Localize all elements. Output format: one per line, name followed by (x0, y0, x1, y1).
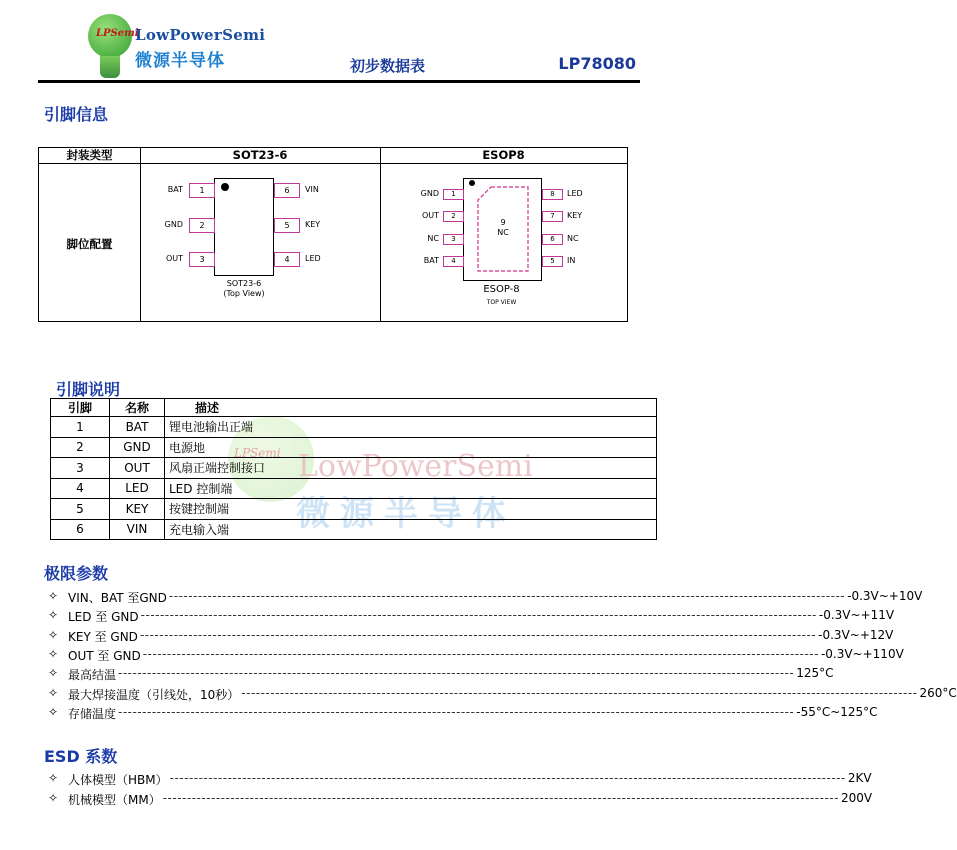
pin-number: 4 (443, 256, 464, 267)
sot-package-body (214, 178, 274, 276)
leader-dots: -------------------------------------------------------------------------------------------------------------------------------------------- (139, 627, 817, 642)
rating-value: -55°C~125°C (796, 704, 878, 719)
rating-row (48, 589, 923, 605)
rating-name: 人体模型（HBM） (68, 773, 168, 787)
rating-row (48, 608, 895, 625)
rating-row (48, 646, 904, 663)
pin1-dot-icon (469, 180, 475, 186)
bullet-icon: ✧ (48, 608, 59, 623)
pin-number: 4 (274, 252, 300, 267)
rating-value: 2KV (847, 771, 872, 785)
pad-number: 9 (500, 218, 506, 227)
leader-dots: -------------------------------------------------------------------------------------------------------------------------------------------- (118, 666, 795, 681)
pin-name-cell: GND (110, 437, 165, 458)
logo-bulb-base (100, 56, 120, 78)
rating-name: 最大焊接温度（引线处，10秒） (68, 687, 240, 702)
leader-dots: -------------------------------------------------------------------------------------------------------------------------------------------- (169, 771, 846, 785)
leader-dots: -------------------------------------------------------------------------------------------------------------------------------------------- (140, 608, 817, 623)
pin-label: GND (164, 220, 183, 229)
section-pin-desc: 引脚说明 (56, 380, 121, 399)
pin-desc-cell: 锂电池输出正端 (165, 417, 657, 438)
rating-name: VIN、BAT 至GND (68, 591, 167, 605)
pin-label: NC (427, 234, 439, 243)
pin-number-cell: 3 (51, 458, 110, 479)
table-row (51, 478, 657, 499)
leader-dots: -------------------------------------------------------------------------------------------------------------------------------------------- (142, 646, 819, 661)
rating-value: 200V (840, 791, 873, 805)
logo-text-cn: 微源半导体 (135, 51, 225, 71)
pin-desc-cell: 充电输入端 (165, 519, 657, 540)
esop-header: ESOP8 (380, 148, 627, 164)
bullet-icon: ✧ (48, 704, 59, 719)
pin-number: 1 (443, 189, 464, 200)
section-pin-info: 引脚信息 (44, 105, 109, 124)
leader-dots: -------------------------------------------------------------------------------------------------------------------------------------------- (118, 704, 795, 719)
pin-label: NC (567, 234, 579, 243)
table-row (51, 458, 657, 479)
pin-number: 6 (542, 234, 563, 245)
pin-number-cell: 5 (51, 499, 110, 520)
pin1-dot-icon (221, 183, 229, 191)
watermark-cn: 微源半导体 (296, 494, 516, 534)
rating-row (48, 771, 872, 787)
pin-name-cell: OUT (110, 458, 165, 479)
pin-desc-cell: 电源地 (165, 437, 657, 458)
part-number: LP78080 (558, 54, 636, 73)
rating-value: -0.3V~+11V (818, 608, 895, 623)
leader-dots: -------------------------------------------------------------------------------------------------------------------------------------------- (168, 589, 846, 603)
rating-value: -0.3V~+10V (847, 589, 923, 603)
col-header: 描述 (165, 399, 657, 417)
pad-label: NC (497, 228, 509, 237)
pin-label: OUT (165, 254, 183, 263)
bullet-icon: ✧ (48, 791, 59, 805)
bullet-icon: ✧ (48, 771, 59, 785)
table-row (51, 499, 657, 520)
pin-number-cell: 6 (51, 519, 110, 540)
header-divider (38, 80, 640, 83)
pin-number: 8 (542, 189, 563, 200)
leader-dots: -------------------------------------------------------------------------------------------------------------------------------------------- (241, 685, 918, 700)
rating-row (48, 685, 957, 702)
sot-caption: SOT23-6 (226, 279, 262, 288)
pin-desc-cell: 风扇正端控制接口 (165, 458, 657, 479)
pin-config-table (38, 147, 628, 322)
rating-row (48, 666, 834, 683)
pin-number: 5 (274, 218, 300, 233)
pin-name-cell: LED (110, 478, 165, 499)
bullet-icon: ✧ (48, 685, 59, 700)
pin-name-cell: KEY (110, 499, 165, 520)
logo-text-en: LowPowerSemi (135, 26, 266, 44)
pin-number: 3 (443, 234, 464, 245)
pin-label: KEY (305, 220, 321, 229)
sot-caption-view: (Top View) (223, 289, 265, 298)
rating-row (48, 627, 894, 644)
rating-name: KEY 至 GND (68, 629, 138, 644)
rating-name: 机械模型（MM） (68, 793, 161, 807)
leader-dots: -------------------------------------------------------------------------------------------------------------------------------------------- (162, 791, 839, 805)
rating-name: 最高结温 (68, 668, 117, 683)
rating-value: -0.3V~+110V (820, 646, 904, 661)
pin-desc-cell: 按键控制端 (165, 499, 657, 520)
pin-desc-table (50, 398, 657, 540)
section-abs-max: 极限参数 (44, 564, 109, 583)
doc-type-title: 初步数据表 (350, 57, 426, 75)
pin-label: LED (305, 254, 321, 263)
pin-label: IN (567, 256, 576, 265)
rating-row (48, 791, 873, 807)
watermark-en: LowPowerSemi (298, 449, 533, 484)
pin-number: 7 (542, 211, 563, 222)
table-divider (140, 148, 141, 321)
rating-value: -0.3V~+12V (818, 627, 894, 642)
pin-config-label: 脚位配置 (66, 237, 113, 251)
pin-number-cell: 2 (51, 437, 110, 458)
rating-name: 存储温度 (68, 706, 117, 721)
esop-caption-view: TOP VIEW (486, 299, 517, 306)
col-header: 名称 (110, 399, 165, 417)
pin-name-cell: VIN (110, 519, 165, 540)
table-row (51, 417, 657, 438)
pin-number-cell: 4 (51, 478, 110, 499)
section-esd: ESD 系数 (44, 747, 118, 766)
pkg-type-header: 封装类型 (39, 148, 140, 164)
table-divider (380, 148, 381, 321)
pin-label: GND (420, 189, 439, 198)
esop-caption: ESOP-8 (483, 284, 520, 295)
pin-number: 3 (189, 252, 215, 267)
pin-label: OUT (421, 211, 439, 220)
logo-badge: LPSemi (96, 28, 139, 39)
pin-label: KEY (567, 211, 583, 220)
pin-desc-cell: LED 控制端 (165, 478, 657, 499)
pin-label: LED (567, 189, 583, 198)
rating-row (48, 704, 878, 721)
table-row (51, 519, 657, 540)
watermark-badge: LPSemi (234, 446, 281, 460)
rating-name: LED 至 GND (68, 610, 139, 625)
table-row (51, 437, 657, 458)
bullet-icon: ✧ (48, 627, 59, 642)
pin-number: 1 (189, 183, 215, 198)
rating-name: OUT 至 GND (68, 648, 141, 663)
rating-value: 260°C (919, 685, 957, 700)
pin-number: 6 (274, 183, 300, 198)
bullet-icon: ✧ (48, 646, 59, 661)
col-header: 引脚 (51, 399, 110, 417)
pin-number: 5 (542, 256, 563, 267)
pin-name-cell: BAT (110, 417, 165, 438)
pin-number-cell: 1 (51, 417, 110, 438)
rating-value: 125°C (796, 666, 834, 681)
pin-label: VIN (305, 185, 319, 194)
bullet-icon: ✧ (48, 666, 59, 681)
pin-number: 2 (443, 211, 464, 222)
pin-label: BAT (167, 185, 183, 194)
pin-label: BAT (423, 256, 439, 265)
pin-number: 2 (189, 218, 215, 233)
sot-header: SOT23-6 (140, 148, 380, 164)
bullet-icon: ✧ (48, 589, 59, 603)
